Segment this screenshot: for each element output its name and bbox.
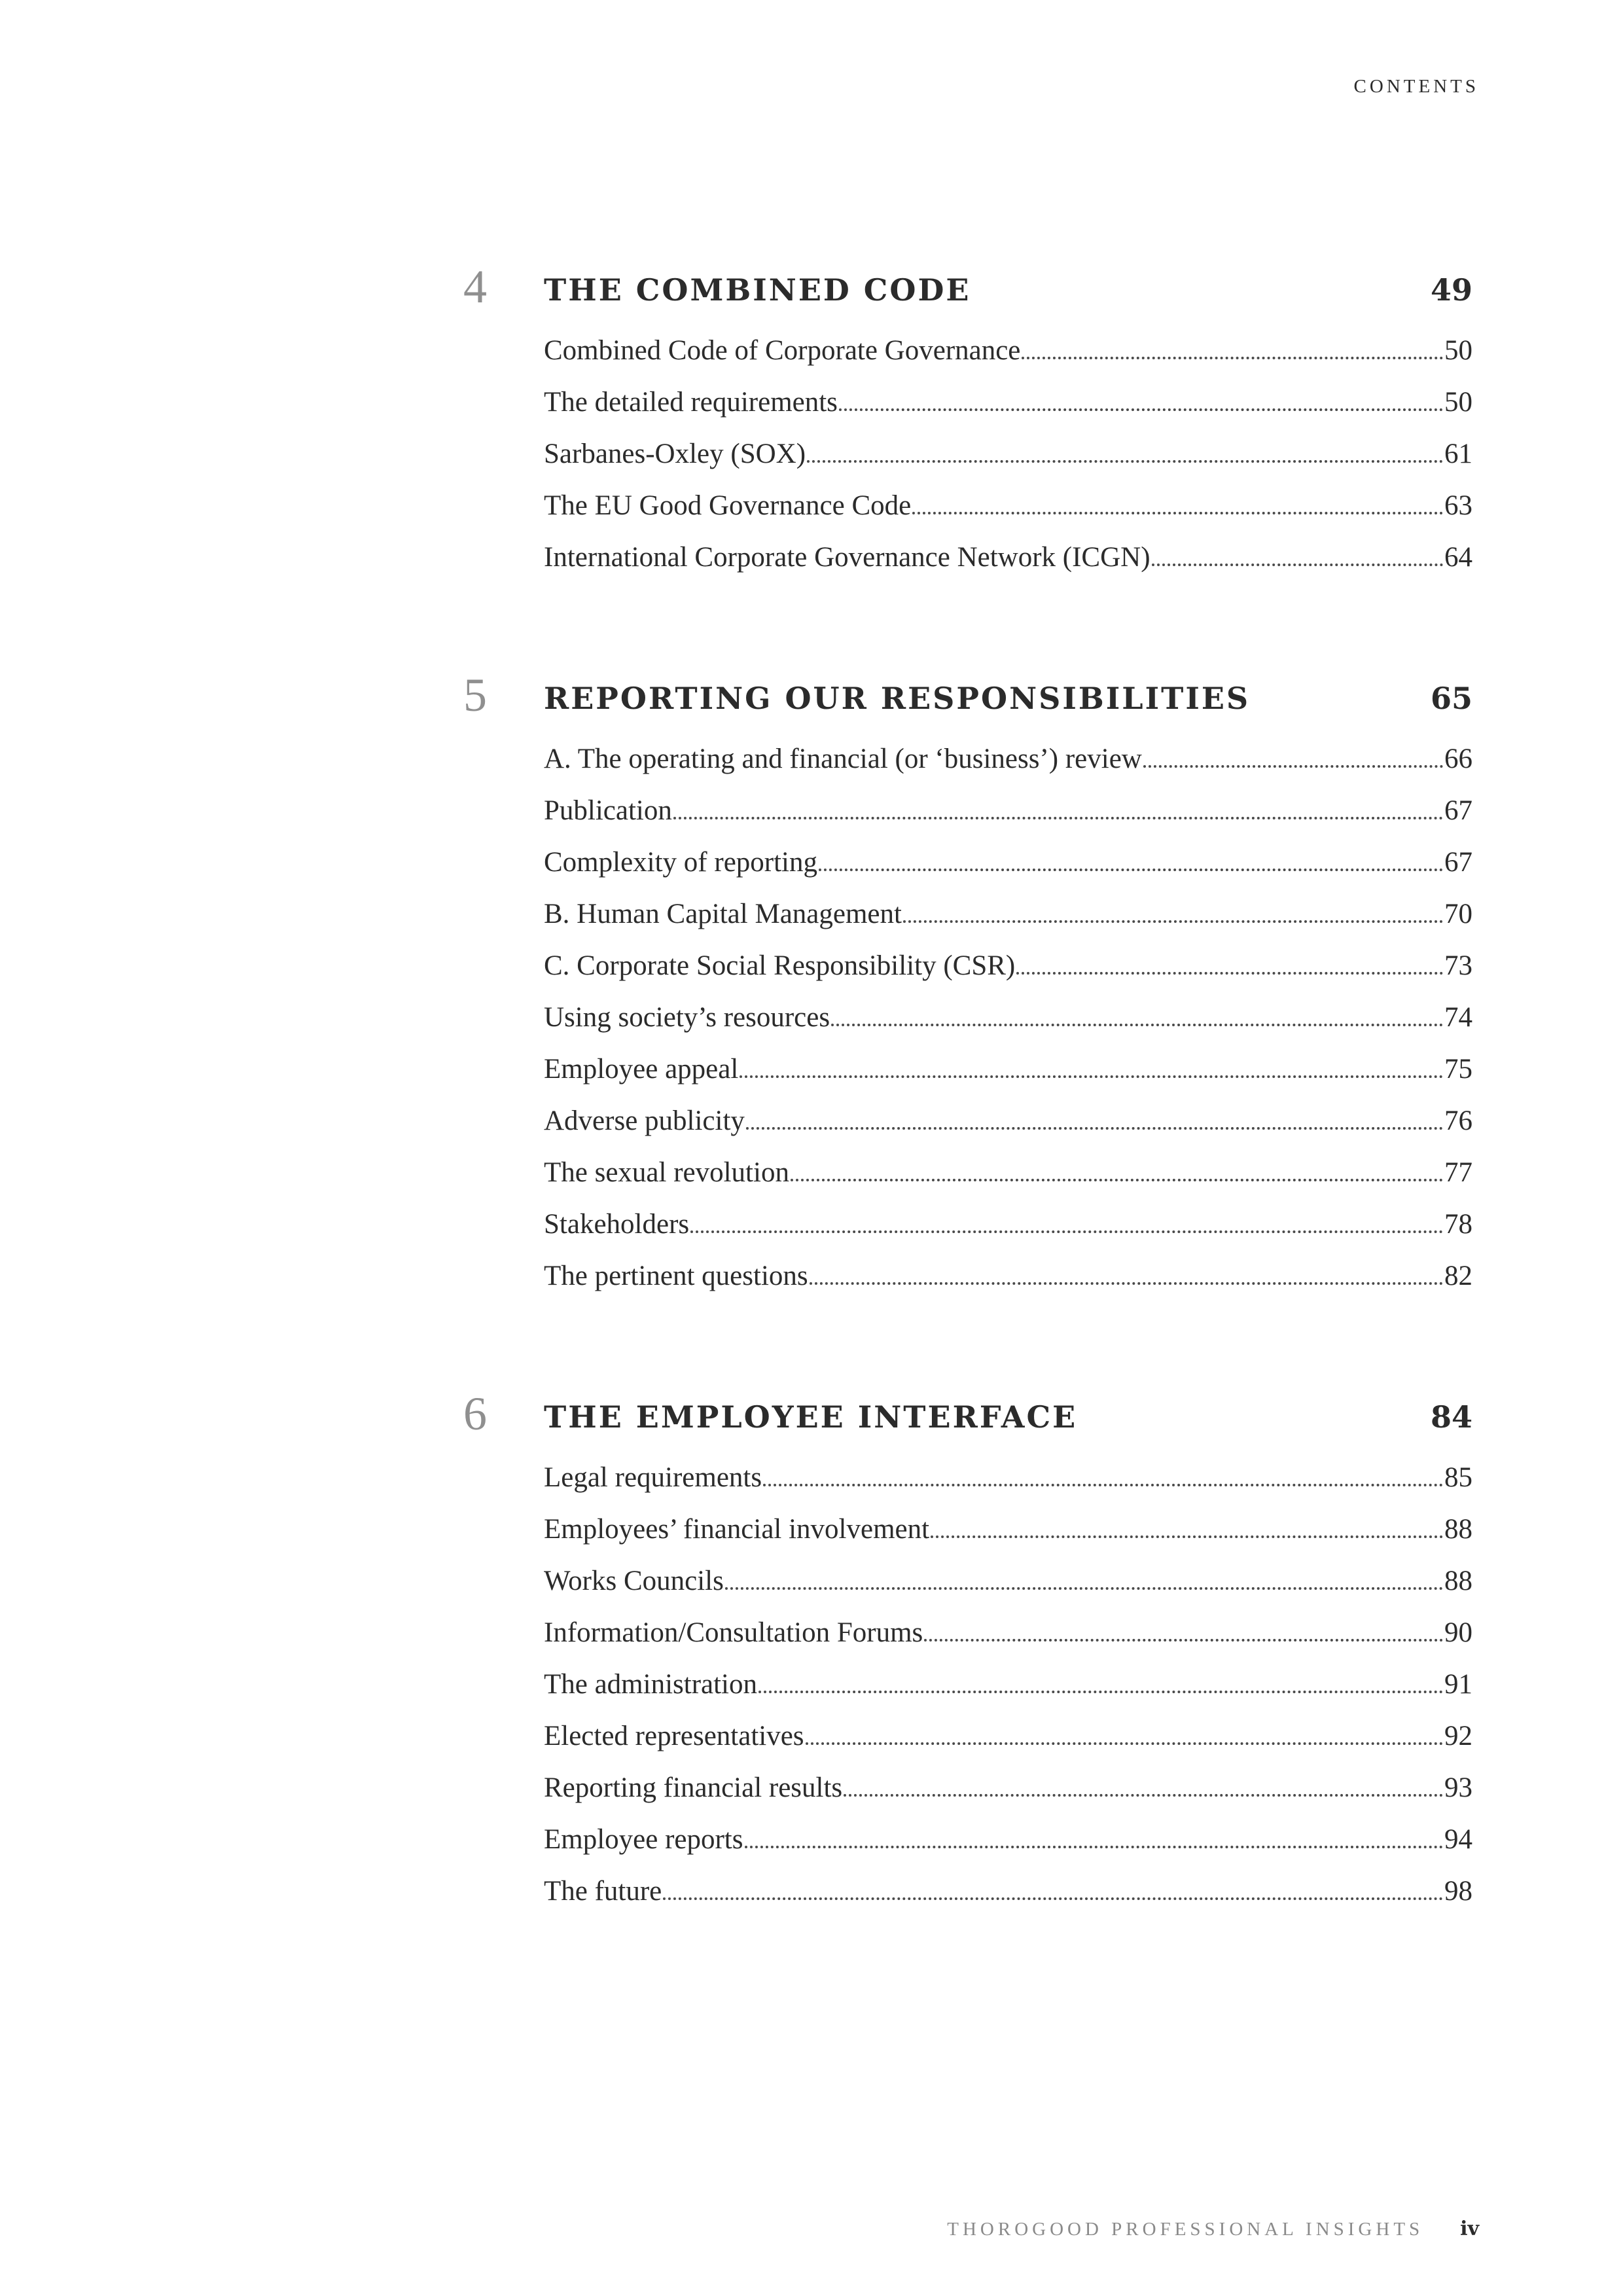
dot-leader bbox=[1022, 357, 1443, 359]
dot-leader bbox=[831, 1024, 1443, 1026]
chapter-page-number: 49 bbox=[1430, 272, 1472, 308]
entry-list bbox=[544, 332, 1472, 591]
chapter-page-number: 84 bbox=[1430, 1399, 1472, 1435]
entry-title: C. Corporate Social Responsibility (CSR) bbox=[544, 950, 1016, 981]
toc-entry[interactable] bbox=[544, 1155, 1472, 1206]
toc-entry[interactable] bbox=[544, 741, 1472, 793]
dot-leader bbox=[844, 1794, 1443, 1797]
dot-leader bbox=[673, 817, 1443, 819]
dot-leader bbox=[746, 1127, 1443, 1130]
dot-leader bbox=[931, 1535, 1443, 1538]
entry-page-number: 64 bbox=[1444, 542, 1472, 573]
entry-page-number: 88 bbox=[1444, 1566, 1472, 1596]
dot-leader bbox=[806, 1742, 1443, 1745]
dot-leader bbox=[745, 1846, 1444, 1848]
entry-page-number: 67 bbox=[1444, 795, 1472, 826]
entry-title: B. Human Capital Management bbox=[544, 899, 902, 929]
dot-leader bbox=[912, 512, 1443, 514]
entry-title: The sexual revolution bbox=[544, 1157, 789, 1188]
entry-title: Employee reports bbox=[544, 1824, 743, 1855]
chapter-number: 6 bbox=[463, 1388, 487, 1440]
entry-page-number: 66 bbox=[1444, 744, 1472, 774]
dot-leader bbox=[1016, 972, 1443, 975]
entry-page-number: 77 bbox=[1444, 1157, 1472, 1188]
toc-entry[interactable] bbox=[544, 1873, 1472, 1925]
chapter-number: 4 bbox=[463, 260, 487, 313]
entry-title: Information/Consultation Forums bbox=[544, 1617, 923, 1648]
series-title: THOROGOOD PROFESSIONAL INSIGHTS bbox=[947, 2219, 1424, 2240]
entry-page-number: 50 bbox=[1444, 335, 1472, 366]
toc-entry[interactable] bbox=[544, 384, 1472, 436]
entry-title: The administration bbox=[544, 1669, 758, 1700]
dot-leader bbox=[690, 1230, 1443, 1233]
dot-leader bbox=[903, 920, 1443, 923]
entry-title: The pertinent questions bbox=[544, 1261, 808, 1291]
entry-page-number: 67 bbox=[1444, 847, 1472, 878]
entry-page-number: 78 bbox=[1444, 1209, 1472, 1240]
entry-title: The EU Good Governance Code bbox=[544, 490, 912, 521]
entry-page-number: 74 bbox=[1444, 1002, 1472, 1033]
entry-title: Stakeholders bbox=[544, 1209, 690, 1240]
entry-page-number: 90 bbox=[1444, 1617, 1472, 1648]
entry-title: International Corporate Governance Network (ICGN) bbox=[544, 542, 1150, 573]
entry-page-number: 91 bbox=[1444, 1669, 1472, 1700]
toc-entry[interactable] bbox=[544, 539, 1472, 591]
entry-list bbox=[544, 741, 1472, 1310]
entry-page-number: 76 bbox=[1444, 1105, 1472, 1136]
entry-title: A. The operating and financial (or ‘business’) review bbox=[544, 744, 1142, 774]
entry-title: Combined Code of Corporate Governance bbox=[544, 335, 1021, 366]
toc-entry[interactable] bbox=[544, 844, 1472, 896]
entry-page-number: 93 bbox=[1444, 1772, 1472, 1803]
toc-entry[interactable] bbox=[544, 1718, 1472, 1770]
page-folio: iv bbox=[1460, 2217, 1479, 2240]
dot-leader bbox=[1152, 564, 1443, 566]
dot-leader bbox=[758, 1691, 1443, 1693]
toc-entry[interactable] bbox=[544, 1666, 1472, 1718]
entry-page-number: 85 bbox=[1444, 1462, 1472, 1493]
entry-page-number: 50 bbox=[1444, 387, 1472, 418]
toc-entry[interactable] bbox=[544, 793, 1472, 844]
toc-entry[interactable] bbox=[544, 1258, 1472, 1310]
chapter-title[interactable]: THE EMPLOYEE INTERFACE bbox=[544, 1399, 1078, 1435]
entry-title: Sarbanes-Oxley (SOX) bbox=[544, 439, 806, 469]
dot-leader bbox=[725, 1587, 1443, 1590]
page-footer bbox=[947, 2217, 1479, 2240]
toc-entry[interactable] bbox=[544, 1206, 1472, 1258]
entry-page-number: 75 bbox=[1444, 1054, 1472, 1085]
chapter-page-number: 65 bbox=[1430, 681, 1472, 716]
dot-leader bbox=[924, 1639, 1443, 1641]
entry-title: The future bbox=[544, 1876, 662, 1907]
entry-title: Legal requirements bbox=[544, 1462, 762, 1493]
entry-page-number: 94 bbox=[1444, 1824, 1472, 1855]
dot-leader bbox=[663, 1897, 1443, 1900]
chapter-number: 5 bbox=[463, 669, 487, 721]
toc-entry[interactable] bbox=[544, 332, 1472, 384]
entry-page-number: 61 bbox=[1444, 439, 1472, 469]
chapter-title[interactable]: REPORTING OUR RESPONSIBILITIES bbox=[544, 681, 1251, 716]
dot-leader bbox=[791, 1179, 1443, 1181]
toc-entry[interactable] bbox=[544, 999, 1472, 1051]
entry-title: Reporting financial results bbox=[544, 1772, 843, 1803]
entry-title: Employees’ financial involvement bbox=[544, 1514, 930, 1545]
toc-entry[interactable] bbox=[544, 948, 1472, 999]
toc-entry[interactable] bbox=[544, 488, 1472, 539]
entry-title: Adverse publicity bbox=[544, 1105, 745, 1136]
toc-entry[interactable] bbox=[544, 1511, 1472, 1563]
entry-title: Using society’s resources bbox=[544, 1002, 830, 1033]
toc-entry[interactable] bbox=[544, 1821, 1472, 1873]
entry-title: Publication bbox=[544, 795, 672, 826]
toc-entry[interactable] bbox=[544, 1615, 1472, 1666]
entry-page-number: 63 bbox=[1444, 490, 1472, 521]
toc-entry[interactable] bbox=[544, 436, 1472, 488]
entry-title: The detailed requirements bbox=[544, 387, 838, 418]
toc-entry[interactable] bbox=[544, 1563, 1472, 1615]
entry-page-number: 70 bbox=[1444, 899, 1472, 929]
entry-title: Works Councils bbox=[544, 1566, 724, 1596]
dot-leader bbox=[807, 460, 1443, 463]
dot-leader bbox=[819, 869, 1443, 871]
dot-leader bbox=[839, 408, 1443, 411]
entry-page-number: 98 bbox=[1444, 1876, 1472, 1907]
entry-list bbox=[544, 1460, 1472, 1925]
toc-entry[interactable] bbox=[544, 1770, 1472, 1821]
toc-entry[interactable] bbox=[544, 1460, 1472, 1511]
entry-page-number: 88 bbox=[1444, 1514, 1472, 1545]
entry-page-number: 82 bbox=[1444, 1261, 1472, 1291]
entry-title: Elected representatives bbox=[544, 1721, 804, 1751]
toc-entry[interactable] bbox=[544, 896, 1472, 948]
chapter-title[interactable]: THE COMBINED CODE bbox=[544, 272, 971, 308]
entry-title: Complexity of reporting bbox=[544, 847, 817, 878]
entry-title: Employee appeal bbox=[544, 1054, 739, 1085]
dot-leader bbox=[1143, 765, 1443, 768]
dot-leader bbox=[763, 1484, 1443, 1486]
dot-leader bbox=[740, 1075, 1443, 1078]
dot-leader bbox=[810, 1282, 1443, 1285]
entry-page-number: 92 bbox=[1444, 1721, 1472, 1751]
entry-page-number: 73 bbox=[1444, 950, 1472, 981]
toc-entry[interactable] bbox=[544, 1051, 1472, 1103]
toc-entry[interactable] bbox=[544, 1103, 1472, 1155]
running-head: CONTENTS bbox=[1353, 76, 1479, 97]
